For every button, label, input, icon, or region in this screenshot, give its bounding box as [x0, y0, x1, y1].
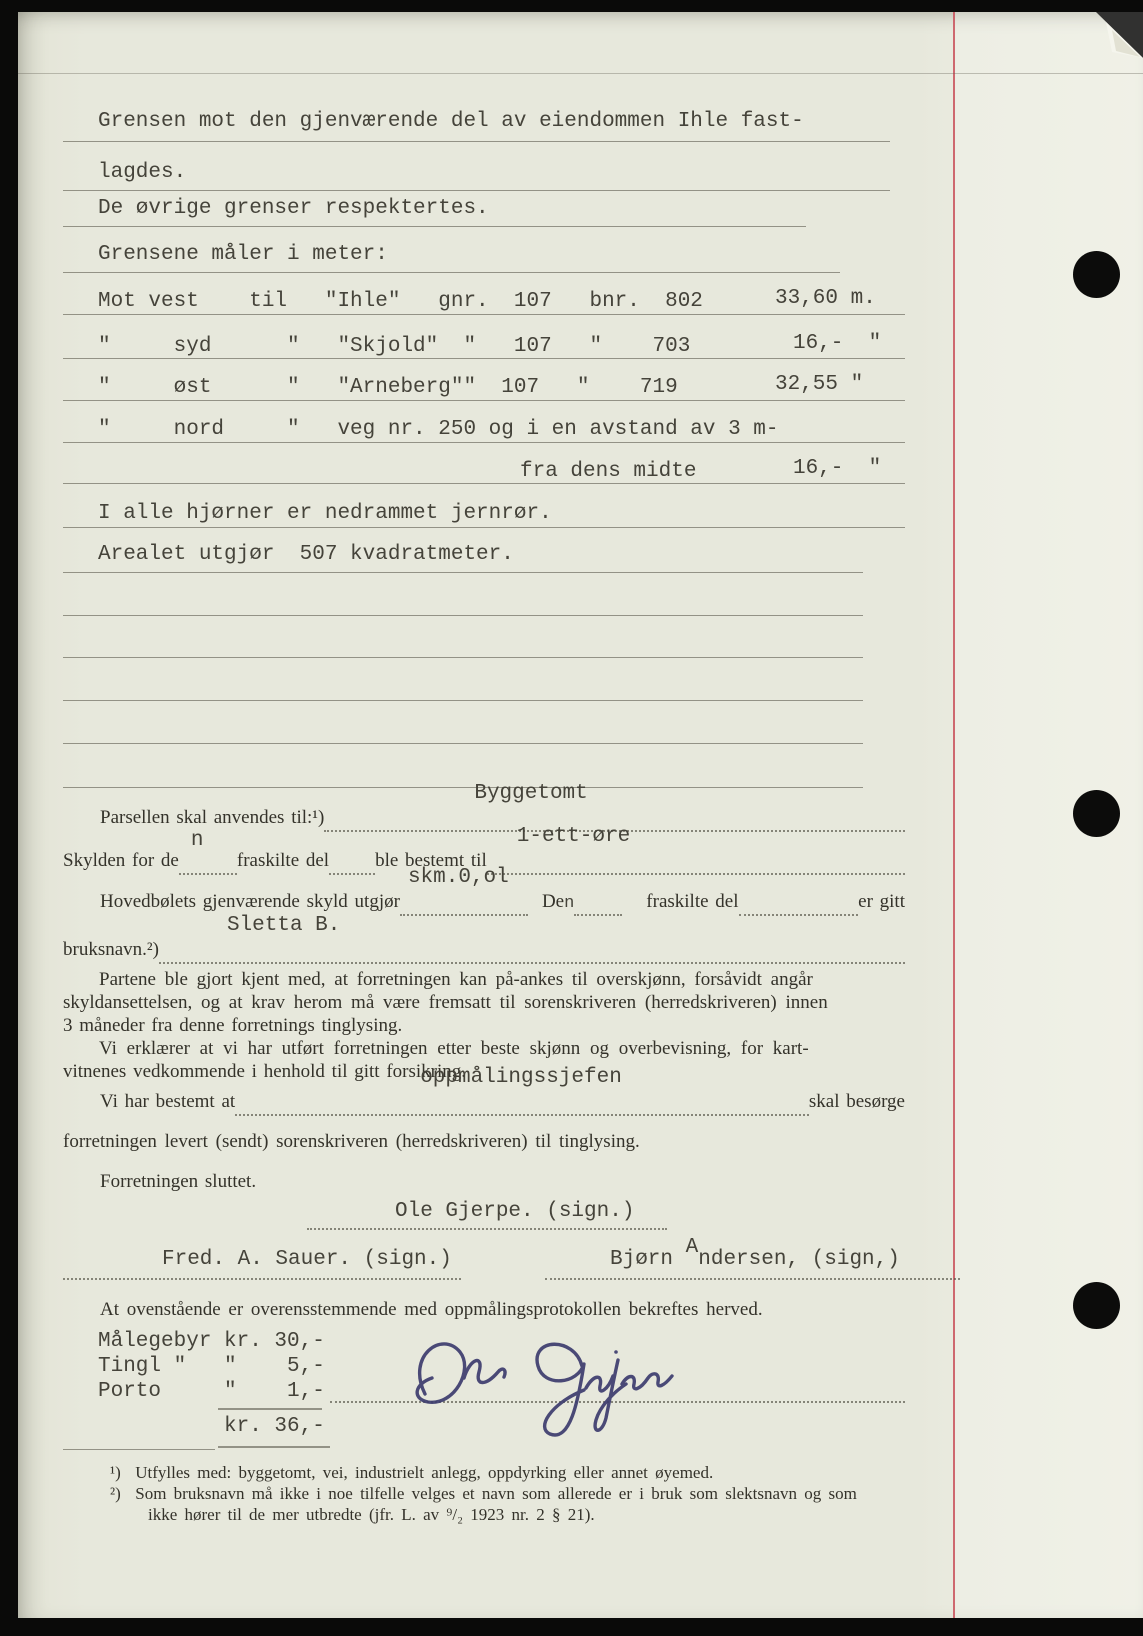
typed-line: De øvrige grenser respektertes. — [98, 197, 489, 220]
fill-in-segment — [329, 849, 375, 875]
measurement-row-left: " øst " "Arneberg"" 107 " 719 — [98, 376, 678, 399]
ruled-line — [63, 141, 890, 142]
measurement-row-value: 16,- " — [793, 332, 882, 355]
fee-line: Tingl " " 5,- — [98, 1355, 325, 1378]
crease-line — [18, 73, 1143, 74]
empty-ruled-line — [63, 657, 863, 658]
signature-line — [63, 1277, 461, 1280]
typed-line: Grensen mot den gjenværende del av eiendommen Ihle fast- — [98, 110, 804, 133]
punch-hole — [1073, 251, 1120, 298]
ruled-line — [63, 226, 806, 227]
footnote-separator — [63, 1449, 215, 1450]
ruled-line — [63, 314, 905, 315]
levert-line: forretningen levert (sendt) sorenskriveren (herredskriveren) til tinglysing. — [63, 1131, 640, 1152]
typed-line: I alle hjørner er nedrammet jernrør. — [98, 502, 552, 525]
footnote-continuation: ikke hører til de mer utbredte (jfr. L. av ⁹/₂ 1923 nr. 2 § 21). — [148, 1505, 595, 1524]
fill-in-line — [487, 825, 905, 875]
ruled-line — [63, 572, 863, 573]
typed-signature: Fred. A. Sauer. (sign.) — [162, 1248, 452, 1271]
measurement-row-left: " nord " veg nr. 250 og i en avstand av 3 m- — [98, 418, 779, 441]
hoved-label1: Hovedbølets gjenværende skyld utgjør — [100, 891, 400, 912]
skylden-label1: Skylden for de — [63, 850, 179, 871]
empty-ruled-line — [63, 787, 863, 788]
hoved-label3: fraskilte del — [646, 891, 739, 912]
skylden-label3: ble bestemt til — [375, 850, 487, 871]
skylden-label2: fraskilte del — [236, 850, 330, 871]
fee-line: Målegebyr kr. 30,- — [98, 1330, 325, 1353]
paragraph-line: vitnenes vedkommende i henhold til gitt forsikring. — [63, 1061, 467, 1082]
bruksnavn-line — [63, 914, 905, 964]
measurement-row-value: 32,55 " — [775, 373, 864, 396]
measurement-row-value: 16,- " — [793, 457, 882, 480]
fill-in-segment — [739, 890, 859, 916]
fee-total: kr. 36,- — [224, 1415, 325, 1438]
measurement-row-left: " syd " "Skjold" " 107 " 703 — [98, 335, 691, 358]
skylden-value: 1-ett-øre — [516, 825, 631, 848]
torn-corner-decoration — [0, 0, 1143, 80]
ruled-line — [63, 483, 905, 484]
typed-signature-superscript: A — [685, 1236, 699, 1259]
skylden-insert: n — [190, 829, 204, 852]
fee-total-underline — [218, 1446, 330, 1448]
red-margin-line — [953, 12, 955, 1618]
ruled-line — [63, 358, 905, 359]
fill-in-line — [159, 914, 905, 964]
measurement-row-left: fra dens midte — [520, 460, 697, 483]
hoved-insert: n — [564, 894, 575, 913]
section-heading: Grensene måler i meter: — [98, 243, 388, 266]
handwritten-signature — [370, 1326, 680, 1461]
measurement-row-value: 33,60 m. — [775, 287, 876, 310]
fill-in-segment — [574, 890, 622, 916]
signature-line — [545, 1277, 960, 1280]
empty-ruled-line — [63, 615, 863, 616]
hoved-value: skm.0,ol — [407, 866, 509, 889]
typed-line: lagdes. — [98, 161, 187, 184]
paragraph-line: Vi erklærer at vi har utført forretningen etter beste skjønn og overbevisning, for kart- — [99, 1038, 809, 1059]
typed-signature-part: ndersen, (sign,) — [698, 1248, 900, 1271]
typed-line: Arealet utgjør 507 kvadratmeter. — [98, 543, 514, 566]
ruled-line — [63, 190, 890, 191]
paragraph-line: Partene ble gjort kjent med, at forretningen kan på-ankes til overskjønn, forsåvidt angår — [99, 969, 813, 990]
ruled-line — [63, 527, 905, 528]
punch-hole — [1073, 1282, 1120, 1329]
typed-signature-part: Bjørn — [610, 1248, 686, 1271]
fee-underline — [218, 1408, 322, 1410]
fill-in-segment — [179, 829, 237, 875]
measurement-row-left: Mot vest til "Ihle" gnr. 107 bnr. 802 — [98, 290, 703, 313]
hoved-label2: De — [541, 891, 565, 912]
parsellen-label: Parsellen skal anvendes til:¹) — [100, 807, 325, 828]
footnote: ¹) Utfylles med: byggetomt, vei, industrielt anlegg, oppdyrking eller annet øyemed. — [110, 1463, 714, 1482]
fill-in-line — [235, 1066, 809, 1116]
bestemt-label1: Vi har bestemt at — [100, 1091, 236, 1112]
bruksnavn-value: Sletta B. — [226, 914, 341, 937]
typed-signature — [610, 1236, 900, 1272]
fee-line: Porto " 1,- — [98, 1380, 325, 1403]
signature-line — [307, 1227, 667, 1230]
ruled-line — [63, 272, 840, 273]
footnote: ²) Som bruksnavn må ikke i noe tilfelle velges et navn som allerede er i bruk som slektsnavn og som — [110, 1484, 857, 1503]
empty-ruled-line — [63, 700, 863, 701]
bestemt-label2: skal besørge — [808, 1091, 905, 1112]
bestemt-value: oppmålingssjefen — [420, 1066, 622, 1089]
paragraph-line: 3 måneder fra denne forretnings tinglysing. — [63, 1015, 403, 1036]
bruksnavn-label: bruksnavn.²) — [63, 939, 159, 960]
fill-in-segment — [400, 866, 528, 916]
parsellen-value: Byggetomt — [474, 782, 588, 805]
typed-signature: Ole Gjerpe. (sign.) — [395, 1200, 635, 1223]
paragraph-line: skyldansettelsen, og at krav herom må være fremsatt til sorenskriveren (herredskriveren) innen — [63, 992, 828, 1013]
confirm-line: At ovenstående er overensstemmende med oppmålingsprotokollen bekreftes herved. — [100, 1299, 763, 1320]
sluttet-line: Forretningen sluttet. — [100, 1171, 257, 1192]
hovedbol-line — [63, 866, 905, 916]
ruled-line — [63, 442, 905, 443]
parsellen-line — [63, 782, 905, 832]
ruled-line — [63, 400, 905, 401]
empty-ruled-line — [63, 743, 863, 744]
punch-hole — [1073, 790, 1120, 837]
hoved-label4: er gitt — [858, 891, 905, 912]
